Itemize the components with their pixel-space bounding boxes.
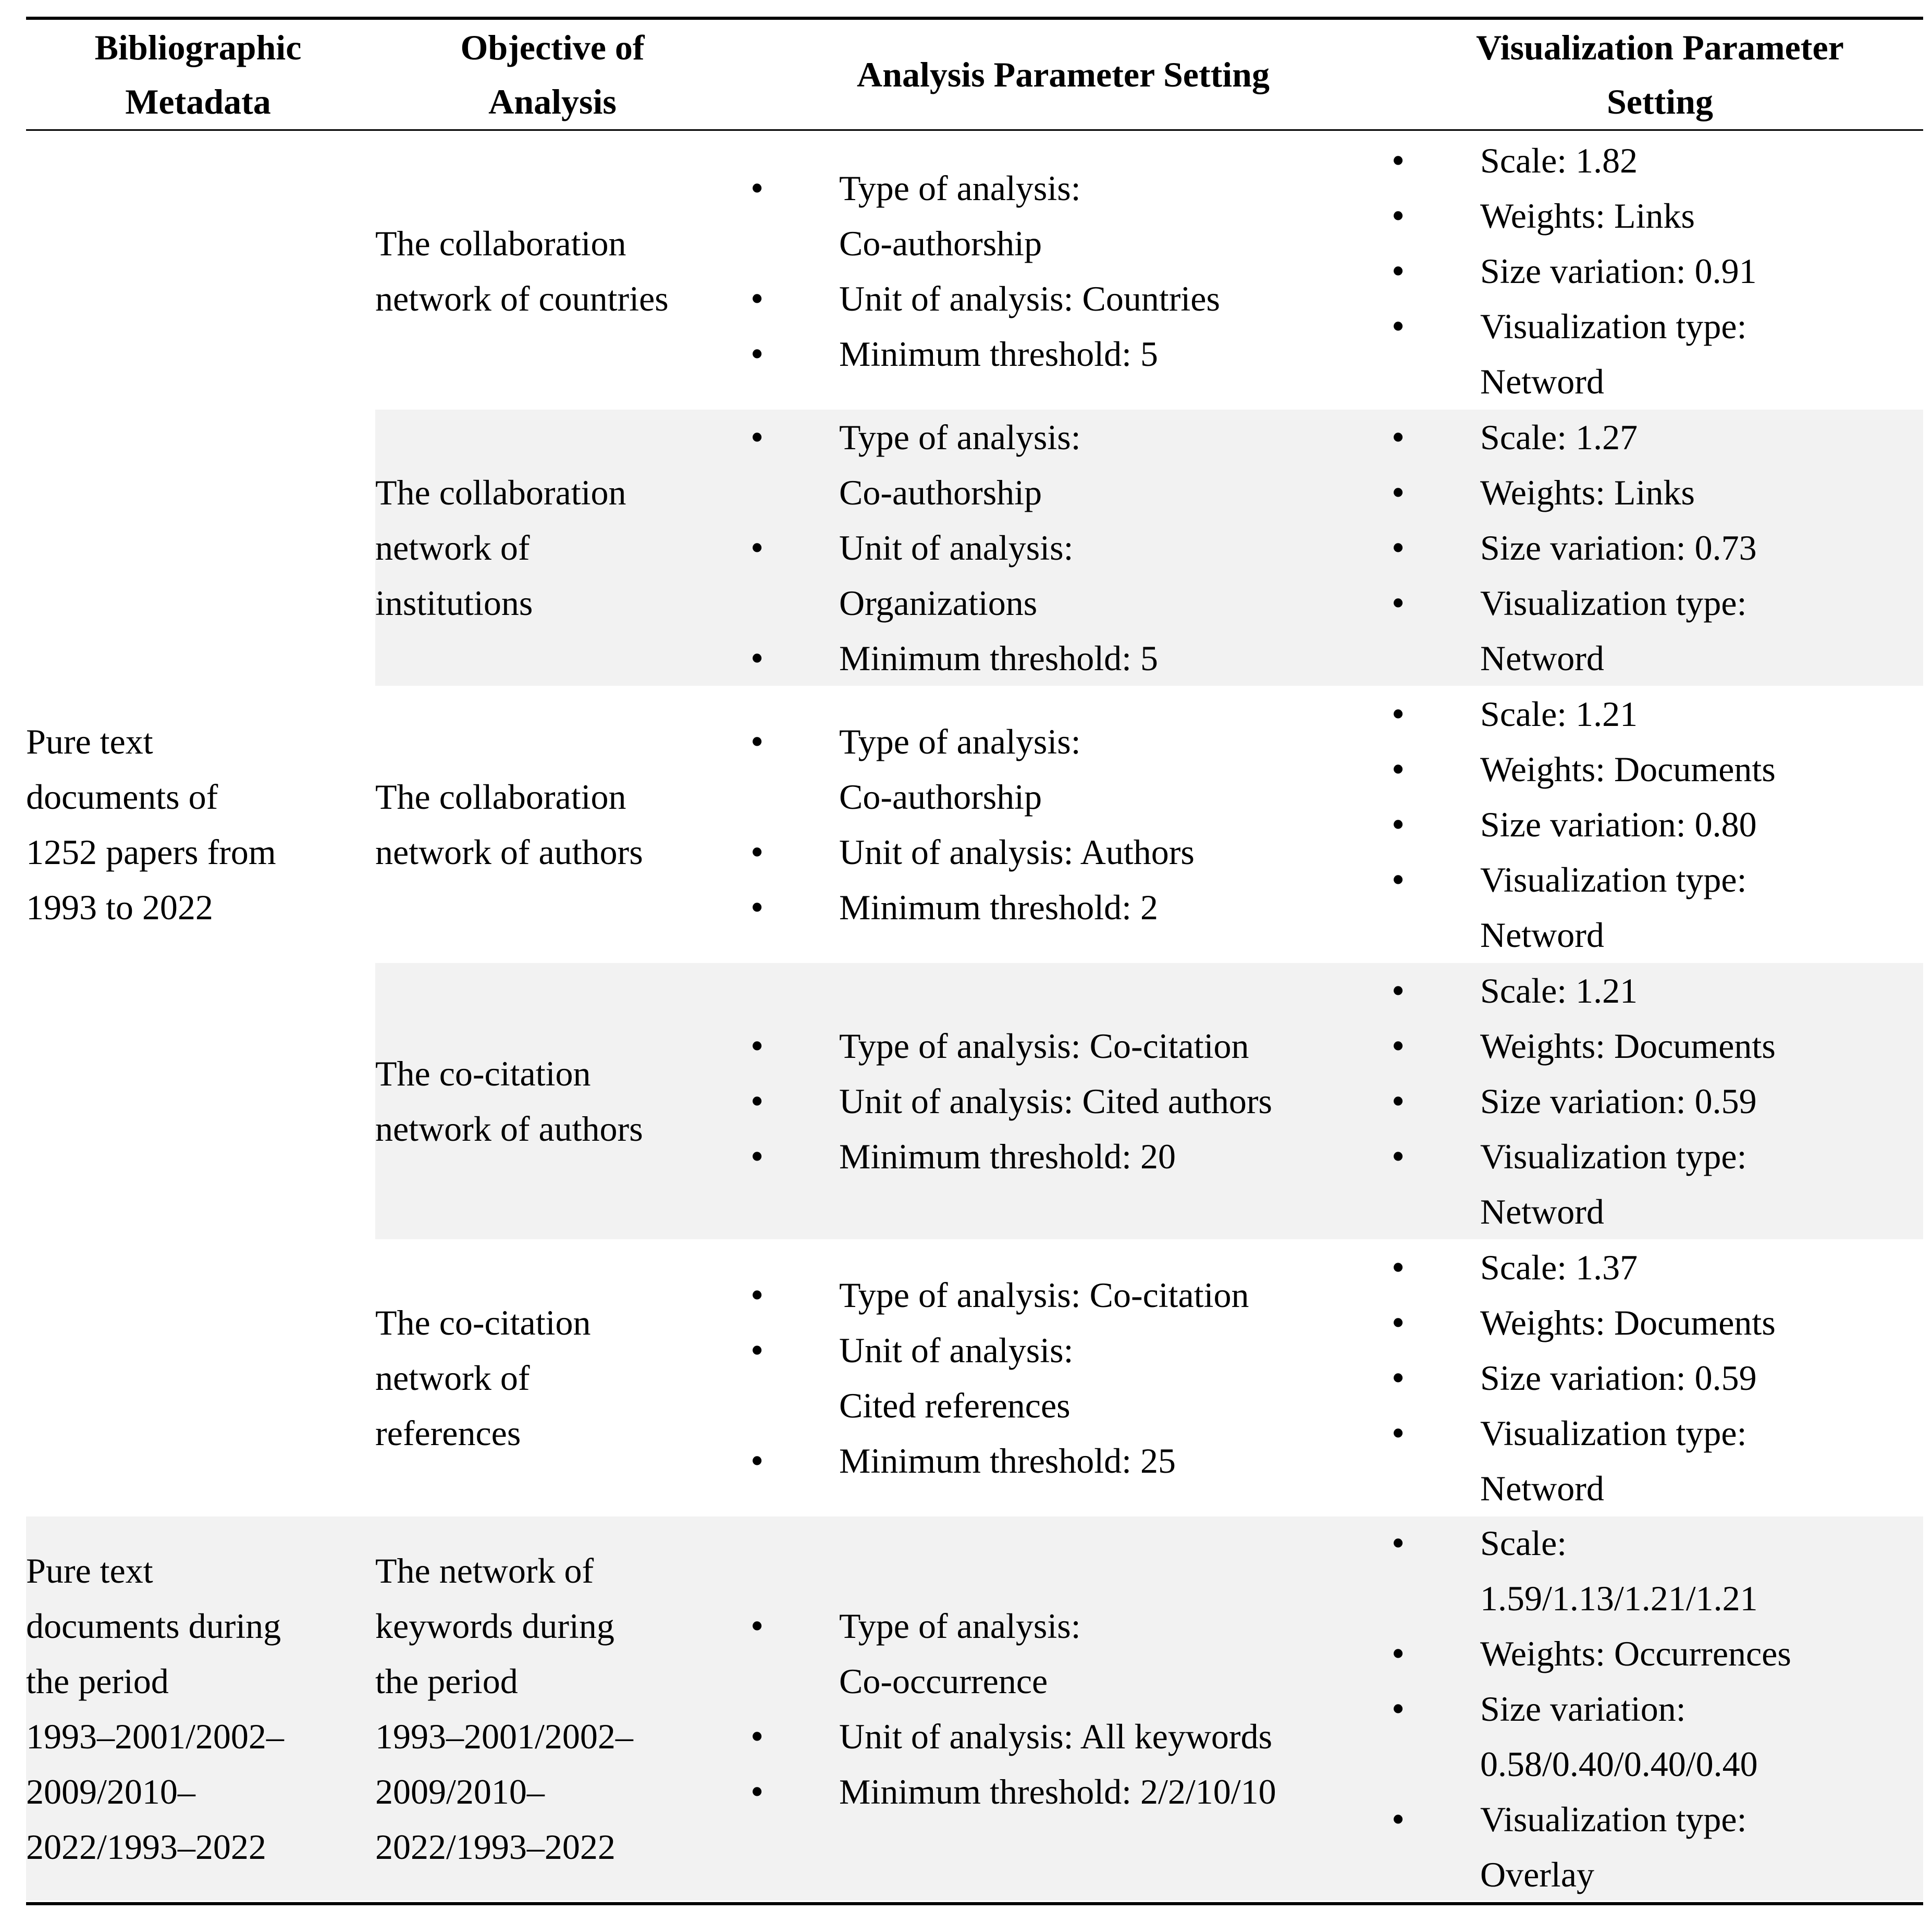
objective-cell: The co-citation network of authors — [375, 1054, 643, 1149]
visualization-item: • Scale: 1.82 — [1392, 133, 1757, 188]
visualization-item: • Weights: Occurrences — [1392, 1626, 1791, 1681]
analysis-item: • Unit of analysis: Organizations — [750, 520, 1158, 631]
visualization-item: • Visualization type: Overlay — [1392, 1792, 1791, 1902]
analysis-item: • Minimum threshold: 5 — [750, 631, 1158, 686]
analysis-item: • Type of analysis: Co-citation — [750, 1018, 1272, 1074]
visualization-cell — [1392, 132, 1923, 410]
header-analysis-parameters: Analysis Parameter Setting — [857, 54, 1270, 94]
analysis-cell — [750, 1239, 1397, 1516]
analysis-item: • Unit of analysis: Cited authors — [750, 1074, 1272, 1129]
analysis-item: • Unit of analysis: All keywords — [750, 1709, 1276, 1764]
analysis-cell — [750, 1516, 1397, 1901]
analysis-cell — [750, 410, 1397, 686]
header-bibliographic-metadata: Bibliographic Metadata — [94, 27, 302, 121]
visualization-item: • Size variation: 0.59 — [1392, 1350, 1776, 1405]
visualization-cell — [1392, 1239, 1923, 1516]
visualization-item: • Size variation: 0.59 — [1392, 1074, 1776, 1129]
visualization-item: • Visualization type: Netword — [1392, 1405, 1776, 1516]
metadata-cell: Pure text documents of 1252 papers from 1993 to 2022 — [26, 722, 276, 927]
analysis-item: • Unit of analysis: Authors — [750, 824, 1195, 880]
objective-cell: The collaboration network of institutions — [375, 473, 626, 623]
bottom-rule — [26, 1902, 1923, 1905]
analysis-item: • Unit of analysis: Cited references — [750, 1323, 1249, 1433]
visualization-cell — [1392, 963, 1923, 1239]
analysis-cell — [750, 132, 1397, 410]
objective-cell: The collaboration network of authors — [375, 777, 643, 872]
analysis-item: • Type of analysis: Co-citation — [750, 1267, 1249, 1323]
metadata-cell: Pure text documents during the period 1993–2001/2002– 2009/2010– 2022/1993–2022 — [26, 1550, 284, 1867]
objective-cell: The network of keywords during the period 1993–2001/2002– 2009/2010– 2022/1993–2022 — [375, 1550, 633, 1867]
visualization-cell — [1392, 1516, 1923, 1901]
visualization-item: • Size variation: 0.58/0.40/0.40/0.40 — [1392, 1681, 1791, 1792]
visualization-item: • Weights: Links — [1392, 465, 1757, 520]
visualization-item: • Scale: 1.21 — [1392, 963, 1776, 1018]
analysis-item: • Unit of analysis: Countries — [750, 271, 1220, 326]
visualization-cell — [1392, 686, 1923, 963]
analysis-item: • Minimum threshold: 5 — [750, 326, 1220, 381]
visualization-item: • Visualization type: Netword — [1392, 1129, 1776, 1239]
analysis-item: • Minimum threshold: 2 — [750, 880, 1195, 935]
analysis-item: • Minimum threshold: 2/2/10/10 — [750, 1764, 1276, 1819]
visualization-item: • Visualization type: Netword — [1392, 575, 1757, 686]
visualization-item: • Visualization type: Netword — [1392, 299, 1757, 409]
analysis-item: • Type of analysis: Co-authorship — [750, 714, 1195, 824]
visualization-item: • Visualization type: Netword — [1392, 852, 1776, 963]
header-visualization-parameters: Visualization Parameter Setting — [1476, 27, 1844, 121]
visualization-item: • Scale: 1.59/1.13/1.21/1.21 — [1392, 1515, 1791, 1626]
visualization-item: • Size variation: 0.80 — [1392, 797, 1776, 852]
objective-cell: The co-citation network of references — [375, 1303, 591, 1453]
analysis-item: • Type of analysis: Co-authorship — [750, 161, 1220, 271]
visualization-cell — [1392, 410, 1923, 686]
objective-cell: The collaboration network of countries — [375, 224, 669, 318]
top-rule — [26, 17, 1923, 20]
visualization-item: • Weights: Documents — [1392, 1018, 1776, 1074]
visualization-item: • Weights: Links — [1392, 188, 1757, 243]
visualization-item: • Scale: 1.37 — [1392, 1240, 1776, 1295]
visualization-item: • Size variation: 0.91 — [1392, 243, 1757, 299]
visualization-item: • Size variation: 0.73 — [1392, 520, 1757, 575]
analysis-item: • Type of analysis: Co-occurrence — [750, 1598, 1276, 1709]
visualization-item: • Scale: 1.21 — [1392, 686, 1776, 742]
header-objective: Objective of Analysis — [460, 27, 645, 121]
analysis-item: • Minimum threshold: 25 — [750, 1433, 1249, 1488]
analysis-item: • Minimum threshold: 20 — [750, 1129, 1272, 1184]
analysis-cell — [750, 963, 1397, 1239]
visualization-item: • Scale: 1.27 — [1392, 410, 1757, 465]
analysis-item: • Type of analysis: Co-authorship — [750, 410, 1158, 520]
visualization-item: • Weights: Documents — [1392, 742, 1776, 797]
analysis-cell — [750, 686, 1397, 963]
header-rule — [26, 129, 1923, 131]
visualization-item: • Weights: Documents — [1392, 1295, 1776, 1350]
